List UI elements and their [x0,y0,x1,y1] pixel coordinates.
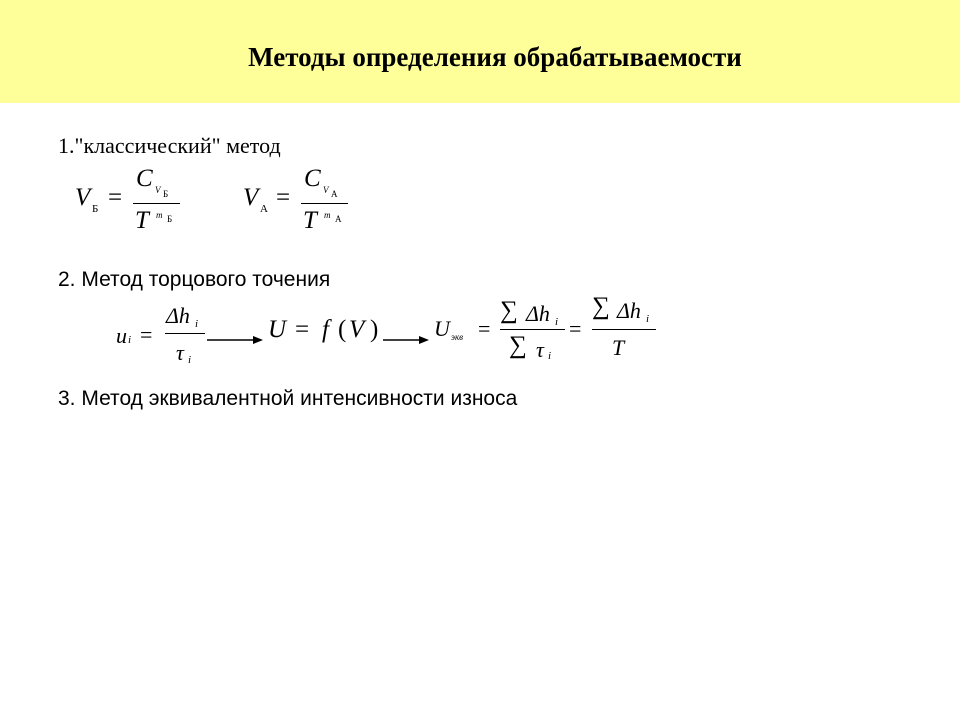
f3-eq: = [140,322,153,347]
arrow-right-icon [383,335,429,345]
f5-num2: Δh [617,298,641,323]
f3-lhs-sub: i [128,334,132,346]
f1-num-sub: V [155,185,161,195]
f4-open: ( [338,316,347,343]
f5-eq2: = [569,316,582,341]
f1-lhs: V [75,184,91,211]
method-2-label: 2. Метод торцового точения [58,268,331,291]
f4-v: V [349,316,365,343]
f5-lhs: U [434,316,450,341]
f2-den: T [303,207,317,234]
f5-fraction-line-2 [592,329,656,330]
f2-lhs: V [243,184,259,211]
f1-num: C [136,165,153,192]
f2-den-sup: m [324,210,331,220]
f5-lhs-sub: экв [451,332,464,342]
f4-f: f [322,316,329,343]
method-3-label: 3. Метод эквивалентной интенсивности износа [58,387,518,410]
f5-fraction-line-1 [500,329,565,330]
method-1-label: 1."классический" метод [58,133,281,158]
f3-den-sub: i [188,354,192,366]
f3-num: Δh [166,303,190,328]
f2-num: C [304,165,321,192]
f1-den-sup-sub: Б [167,214,173,224]
f5-den1: τ [536,337,544,362]
f1-lhs-sub: Б [92,203,99,215]
f3-lhs: u [116,323,127,348]
f4-eq: = [295,316,310,343]
f1-fraction-line [133,203,180,204]
f5-num1: Δh [526,301,550,326]
f1-den-sup: m [156,210,163,220]
f5-num2-sub: i [646,313,650,325]
f2-num-subsub: А [331,189,338,199]
f2-eq: = [276,184,291,211]
f5-den1-sub: i [548,350,552,362]
f5-sum-icon: ∑ [592,293,610,320]
f5-num1-sub: i [555,316,559,328]
f4-u: U [268,316,287,343]
f1-num-subsub: Б [163,189,169,199]
f2-fraction-line [301,203,348,204]
f3-num-sub: i [195,318,199,330]
f4-close: ) [370,316,379,343]
f3-den: τ [176,340,184,365]
f1-den: T [135,207,149,234]
f3-fraction-line [165,333,205,334]
f5-sum-icon: ∑ [509,332,527,359]
f2-num-sub: V [323,185,329,195]
f2-den-sup-sub: А [335,214,342,224]
f1-eq: = [108,184,123,211]
f5-eq1: = [478,316,491,341]
f2-lhs-sub: А [260,203,268,215]
page-title: Методы определения обрабатываемости [248,42,742,72]
f5-sum-icon: ∑ [500,297,518,324]
f5-den2: T [612,335,625,360]
arrow-right-icon [207,335,263,345]
